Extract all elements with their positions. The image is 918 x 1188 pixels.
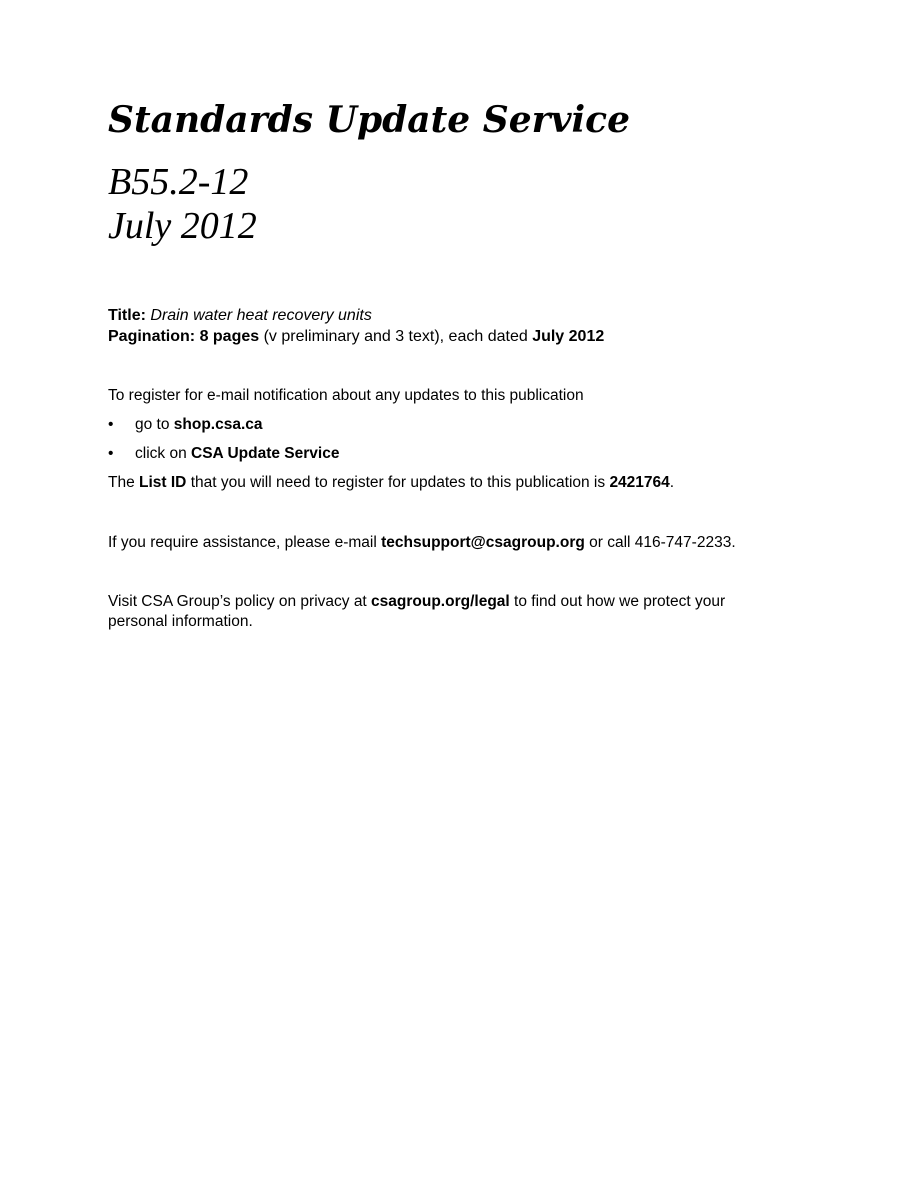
pagination-pages: 8 pages [199,328,260,345]
list-item [108,444,808,464]
step-prefix: go to [135,416,174,433]
privacy-link[interactable]: csagroup.org/legal [371,593,510,610]
privacy-prefix: Visit CSA Group’s policy on privacy at [108,593,372,610]
list-id-prefix: The [108,474,140,491]
privacy-suffix: to find out how we protect your personal information. [108,593,726,630]
list-id-suffix: . [669,474,675,491]
list-id-label: List ID [139,474,187,491]
title-label: Title: [108,307,146,324]
assistance-line [108,533,736,553]
update-service-link: CSA Update Service [191,445,340,462]
standard-number: B55.2-12 [108,161,249,203]
bullet-icon: • [108,416,114,433]
list-id-middle: that you will need to register for updates to this publication is [186,474,610,491]
step-prefix: click on [135,445,191,462]
pagination-detail: (v preliminary and 3 text), each dated [259,328,533,345]
assistance-prefix: If you require assistance, please e-mail [108,534,382,551]
assistance-suffix: or call 416-747-2233. [584,534,736,551]
pagination-label: Pagination: [108,328,196,345]
privacy-paragraph [108,592,788,632]
shop-link[interactable]: shop.csa.ca [173,416,263,433]
list-item [108,415,808,435]
register-intro: To register for e-mail notification about any updates to this publication [108,387,584,404]
pagination-date: July 2012 [532,328,605,345]
bullet-icon: • [108,445,114,462]
title-line [108,305,604,326]
title-value: Drain water heat recovery units [150,307,372,324]
support-email-link[interactable]: techsupport@csagroup.org [381,534,585,551]
register-instructions [108,386,808,493]
register-steps [108,415,808,464]
pagination-line [108,326,604,347]
list-id-value: 2421764 [609,474,670,491]
publication-meta [108,305,604,347]
publication-date: July 2012 [108,205,257,247]
list-id-line [108,473,808,493]
service-title: Standards Update Service [108,99,630,141]
